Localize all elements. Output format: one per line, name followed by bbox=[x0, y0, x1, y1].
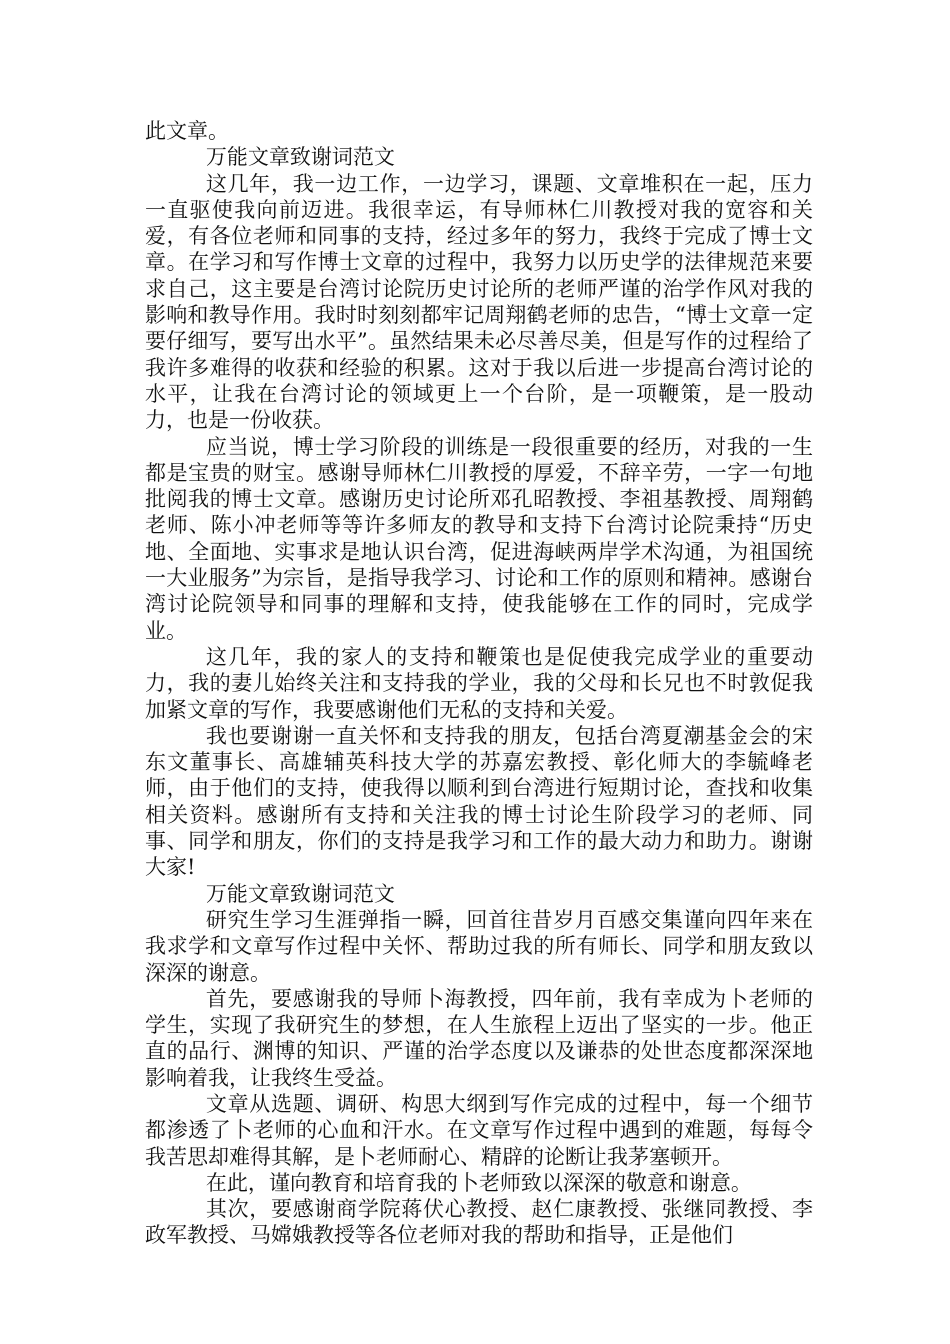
paragraph: 我也要谢谢一直关怀和支持我的朋友，包括台湾夏潮基金会的宋东文董事长、高雄辅英科技大学的苏嘉宏教授、彰化师大的李毓峰老师，由于他们的支持，使我得以顺利到台湾进行短期讨论，查找和收集相关资料。感谢所有支持和关注我的博士讨论生阶段学习的老师、同事、同学和朋友，你们的支持是我学习和工作的最大动力和助力。谢谢大家! bbox=[145, 723, 813, 880]
paragraph: 其次，要感谢商学院蒋伏心教授、赵仁康教授、张继同教授、李政军教授、马嫦娥教授等各位老师对我的帮助和指导，正是他们 bbox=[145, 1197, 813, 1248]
paragraph: 这几年，我一边工作，一边学习，课题、文章堆积在一起，压力一直驱使我向前迈进。我很幸运，有导师林仁川教授对我的宽容和关爱，有各位老师和同事的支持，经过多年的努力，我终于完成了博士文章。在学习和写作博士文章的过程中，我努力以历史学的法律规范来要求自己，这主要是台湾讨论院历史讨论所的老师严谨的治学作风对我的影响和教导作用。我时时刻刻都牢记周翔鹤老师的忠告，“博士文章一定要仔细写，要写出水平”。虽然结果未必尽善尽美，但是写作的过程给了我许多难得的收获和经验的积累。这对于我以后进一步提高台湾讨论的水平，让我在台湾讨论的领域更上一个台阶，是一项鞭策，是一股动力，也是一份收获。 bbox=[145, 171, 813, 433]
section-title: 万能文章致谢词范文 bbox=[205, 145, 395, 170]
paragraph: 在此，谨向教育和培育我的卜老师致以深深的敬意和谢意。 bbox=[205, 1170, 752, 1195]
paragraph: 应当说，博士学习阶段的训练是一段很重要的经历，对我的一生都是宝贵的财宝。感谢导师林仁川教授的厚爱，不辞辛劳，一字一句地批阅我的博士文章。感谢历史讨论所邓孔昭教授、李祖基教授、周翔鹤老师、陈小冲老师等等许多师友的教导和支持下台湾讨论院秉持“历史地、全面地、实事求是地认识台湾，促进海峡两岸学术沟通，为祖国统一大业服务”为宗旨，是指导我学习、讨论和工作的原则和精神。感谢台湾讨论院领导和同事的理解和支持，使我能够在工作的同时，完成学业。 bbox=[145, 434, 813, 643]
paragraph: 首先，要感谢我的导师卜海教授，四年前，我有幸成为卜老师的学生，实现了我研究生的梦想，在人生旅程上迈出了坚实的一步。他正直的品行、渊博的知识、严谨的治学态度以及谦恭的处世态度都深深地影响着我，让我终生受益。 bbox=[145, 986, 813, 1090]
paragraph: 这几年，我的家人的支持和鞭策也是促使我完成学业的重要动力，我的妻儿始终关注和支持我的学业，我的父母和长兄也不时敦促我加紧文章的写作，我要感谢他们无私的支持和关爱。 bbox=[145, 644, 813, 722]
paragraph: 研究生学习生涯弹指一瞬，回首往昔岁月百感交集谨向四年来在我求学和文章写作过程中关怀、帮助过我的所有师长、同学和朋友致以深深的谢意。 bbox=[145, 907, 813, 985]
paragraph: 文章从选题、调研、构思大纲到写作完成的过程中，每一个细节都渗透了卜老师的心血和汗水。在文章写作过程中遇到的难题，每每令我苦思却难得其解，是卜老师耐心、精辟的论断让我茅塞顿开。 bbox=[145, 1091, 813, 1169]
paragraph-continuation: 此文章。 bbox=[145, 119, 229, 143]
document-body bbox=[145, 118, 813, 1249]
section-title: 万能文章致谢词范文 bbox=[205, 881, 395, 906]
